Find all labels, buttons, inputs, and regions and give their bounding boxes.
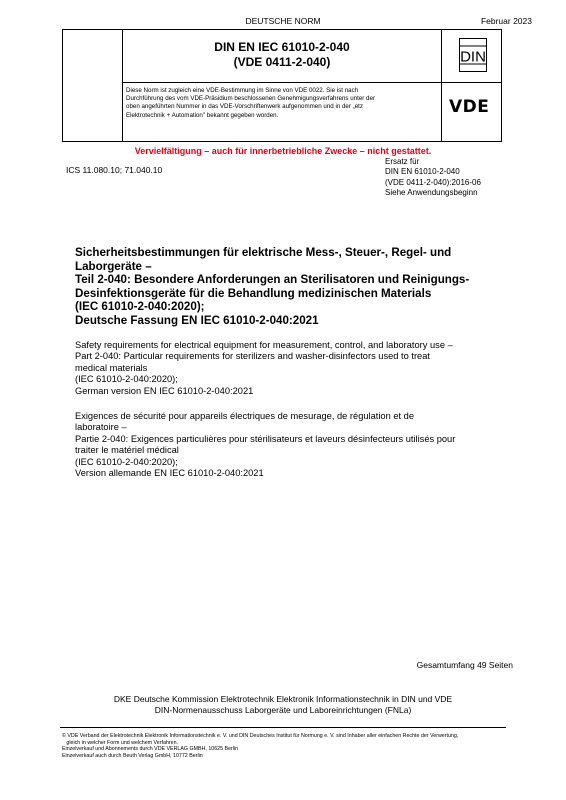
vde-number-line: (VDE 0411-2-040) [233,55,331,69]
title-french-line: traiter le matériel médical [75,445,179,456]
title-german-line: Teil 2-040: Besondere Anforderungen an Sterilisatoren und Reinigungs- [75,273,470,287]
copyright-notice [62,733,522,760]
vde-statement-line: Elektrotechnik + Automation" bekannt gegeben worden. [126,111,279,119]
title-french-line: Exigences de sécurité pour appareils électriques de mesurage, de régulation et de [75,411,415,421]
title-french [75,411,515,479]
ics-classification: ICS 11.080.10; 71.040.10 [66,165,163,175]
vde-statement-line: oben angeführten Nummer in das VDE-Vorschriftenwerk aufgenommen und in der „etz [126,103,363,111]
title-english-line: German version EN IEC 61010-2-040:2021 [75,385,254,396]
standard-number [123,40,441,70]
din-logo-text: DIN [460,48,486,66]
title-french-line: laboratoire – [75,422,127,433]
issue-date: Februar 2023 [480,16,532,26]
din-logo [459,38,487,72]
vde-statement [126,87,438,120]
title-french-line: Version allemande EN IEC 61010-2-040:2021 [75,468,264,479]
committee-info [0,694,566,716]
copyright-line: gleich in welcher Form und welchem Verfahren. [62,739,178,746]
header-divider-right [441,29,442,142]
title-german [75,246,515,328]
title-german-line: Laborgeräte – [75,259,152,273]
title-english-line: medical materials [75,362,148,373]
replacement-info [385,157,481,198]
title-english-line: (IEC 61010-2-040:2020); [75,374,178,385]
document-type-label: DEUTSCHE NORM [245,16,321,26]
vde-logo: VDE [449,97,490,117]
vde-statement-line: Diese Norm ist zugleich eine VDE-Bestimmung im Sinne von VDE 0022. Sie ist nach [126,87,359,94]
committee-line: DIN-Normenausschuss Laborgeräte und Laboreinrichtungen (FNLa) [154,705,412,715]
header-divider-middle [122,82,502,83]
replacement-line: (VDE 0411-2-040):2016-06 [385,177,481,187]
title-french-line: (IEC 61010-2-040:2020); [75,456,178,467]
copyright-line: Einzelverkauf auch durch Beuth Verlag GmbH, 10772 Berlin [62,753,203,760]
title-english-line: Safety requirements for electrical equipment for measurement, control, and laboratory use – [75,340,453,350]
copyright-line: Einzelverkauf und Abonnements durch VDE VERLAG GMBH, 10625 Berlin [62,746,239,753]
total-pages: Gesamtumfang 49 Seiten [416,660,513,670]
title-french-line: Partie 2-040: Exigences particulières pour stérilisateurs et laveurs désinfecteurs utilisés pour [75,433,456,444]
title-german-line: Sicherheitsbestimmungen für elektrische Mess-, Steuer-, Regel- und [75,246,452,259]
copyright-line: © VDE Verband der Elektrotechnik Elektronik Informationstechnik e. V. und DIN Deutsches Institut für Normung e. V. sind Inhaber aller einfachen Rechte der Verwertung, [62,733,459,739]
title-german-line: (IEC 61010-2-040:2020); [75,300,205,314]
committee-line: DKE Deutsche Kommission Elektrotechnik Elektronik Informationstechnik in DIN und VDE [113,694,453,704]
title-english-line: Part 2-040: Particular requirements for sterilizers and washer-disinfectors used to treat [75,351,430,362]
replacement-line: DIN EN 61010-2-040 [385,167,460,177]
replacement-line: Ersatz für [385,157,420,166]
title-german-line: Desinfektionsgeräte für die Behandlung medizinischen Materials [75,286,432,300]
title-german-line: Deutsche Fassung EN IEC 61010-2-040:2021 [75,313,319,327]
title-english [75,340,515,397]
din-logo-graphic [459,38,487,72]
copy-warning: Vervielfältigung – auch für innerbetriebliche Zwecke – nicht gestattet. [134,146,432,156]
standard-number-line: DIN EN IEC 61010-2-040 [214,40,350,54]
footer-divider [60,727,506,728]
vde-statement-line: Durchführung des vom VDE-Präsidium beschlossenen Genehmigungsverfahrens unter der [126,95,376,103]
replacement-line: Siehe Anwendungsbeginn [385,187,478,197]
